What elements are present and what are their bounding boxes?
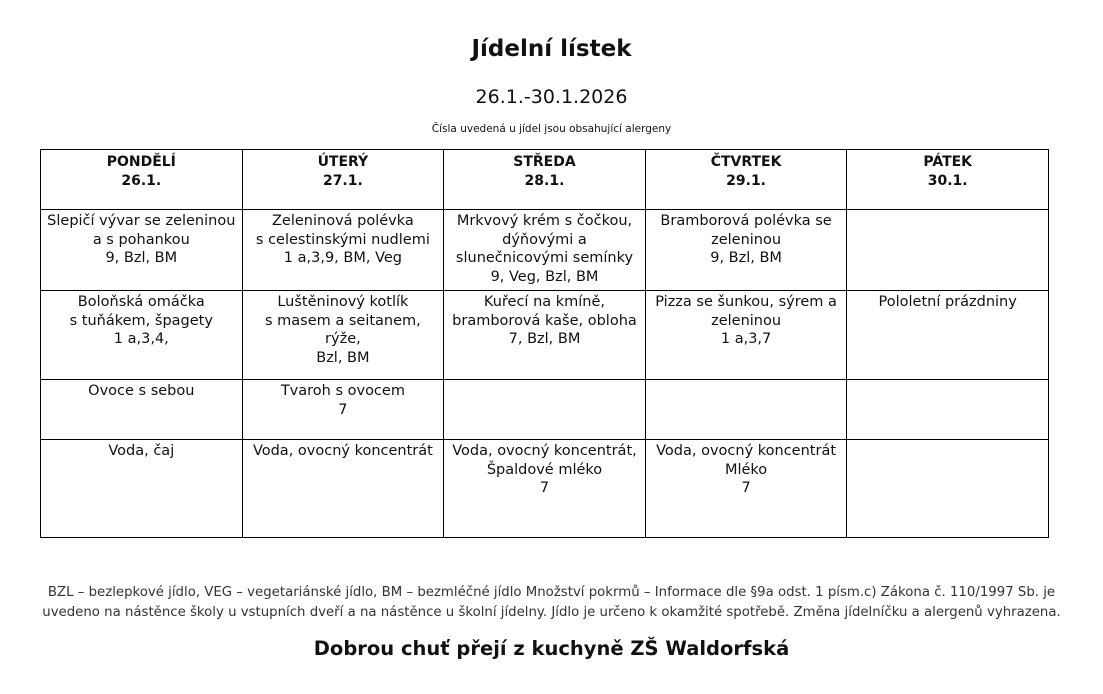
dish-line: Bramborová polévka se <box>660 213 832 229</box>
dish-line: Tvaroh s ovocem <box>280 383 405 399</box>
menu-cell <box>645 291 847 380</box>
dish-line: 9, Bzl, BM <box>710 250 782 266</box>
dish-line: 7 <box>539 480 550 496</box>
dish-line: Luštěninový kotlík <box>277 294 409 310</box>
day-date: 28.1. <box>524 172 565 189</box>
dish-line: 7, Bzl, BM <box>508 331 581 347</box>
dish-line: Mléko <box>724 461 768 478</box>
dish-line: Ovoce s sebou <box>88 383 195 399</box>
day-name: ČTVRTEK <box>710 154 782 170</box>
menu-cell <box>847 380 1049 440</box>
dish-line: Zeleninová polévka <box>271 213 414 229</box>
menu-cell <box>444 291 646 380</box>
day-header-monday <box>41 150 243 210</box>
menu-cell <box>645 210 847 291</box>
signoff: Dobrou chuť přejí z kuchyně ZŠ Waldorfská <box>313 637 790 660</box>
dish-line: s masem a seitanem, <box>264 312 421 329</box>
dish-line: Voda, ovocný koncentrát <box>252 443 433 459</box>
menu-table <box>40 149 1049 538</box>
dish-line: 1 a,3,4, <box>113 331 169 347</box>
dish-line: 1 a,3,7 <box>720 331 772 347</box>
dish-line: 9, Veg, Bzl, BM <box>490 268 599 285</box>
menu-cell <box>242 380 444 440</box>
menu-cell <box>645 440 847 538</box>
dish-line: a s pohankou <box>92 231 190 248</box>
dish-line: s celestinskými nudlemi <box>255 231 430 248</box>
menu-cell <box>242 291 444 380</box>
dish-line: bramborová kaše, obloha <box>452 312 637 329</box>
day-name: ÚTERÝ <box>317 154 369 170</box>
dish-line: Bzl, BM <box>316 349 370 366</box>
dish-line: slunečnicovými semínky <box>455 250 634 266</box>
day-date: 30.1. <box>927 172 968 189</box>
footer-line: BZL – bezlepkové jídlo, VEG – vegetariánské jídlo, BM – bezmléčné jídlo Množství pokrmů – Informace dle §9a odst. 1 písm.c) Zákona č. 110/1997 Sb. je <box>47 585 1056 600</box>
dish-line: 7 <box>741 480 751 496</box>
menu-cell <box>847 291 1049 380</box>
menu-cell <box>444 380 646 440</box>
dish-line: 7 <box>338 401 348 418</box>
dish-line: Voda, ovocný koncentrát <box>656 443 837 459</box>
day-date: 27.1. <box>322 172 363 189</box>
menu-cell <box>41 210 243 291</box>
dish-line: rýže, <box>325 331 361 347</box>
dish-line: zeleninou <box>711 231 782 248</box>
menu-cell <box>645 380 847 440</box>
dish-line: zeleninou <box>711 312 782 329</box>
menu-cell <box>444 440 646 538</box>
main-course-row <box>41 291 1049 380</box>
menu-cell <box>847 440 1049 538</box>
dish-line: Boloňská omáčka <box>77 294 205 310</box>
dish-line: Mrkvový krém s čočkou, <box>456 213 633 229</box>
dish-line: s tuňákem, špagety <box>69 312 213 329</box>
day-date: 29.1. <box>726 172 767 189</box>
footer-line: uvedeno na nástěnce školy u vstupních dveří a na nástěnce u školní jídelny. Jídlo je určeno k okamžité spotřebě. Změna jídelníčku a alergenů vyhrazena. <box>42 605 1061 620</box>
day-name: PÁTEK <box>923 154 973 170</box>
dish-line: Pizza se šunkou, sýrem a <box>655 294 837 310</box>
menu-cell <box>847 210 1049 291</box>
menu-cell <box>41 380 243 440</box>
dish-line: 1 a,3,9, BM, Veg <box>283 250 402 266</box>
dish-line: Slepičí vývar se zeleninou <box>47 213 236 229</box>
dish-line: Špaldové mléko <box>486 461 603 478</box>
dish-line: Kuřecí na kmíně, <box>483 294 606 310</box>
day-name: STŘEDA <box>513 154 576 170</box>
menu-title: Jídelní lístek <box>471 36 632 62</box>
allergen-note: Čísla uvedená u jídel jsou obsahující alergeny <box>431 123 672 135</box>
menu-cell <box>41 440 243 538</box>
footer-info <box>40 583 1063 623</box>
menu-cell <box>242 210 444 291</box>
day-date: 26.1. <box>121 172 162 189</box>
day-header-friday <box>847 150 1049 210</box>
dish-line: 9, Bzl, BM <box>105 250 178 266</box>
soup-row <box>41 210 1049 291</box>
menu-cell <box>41 291 243 380</box>
dish-line: dýňovými a <box>502 231 587 248</box>
dish-line: Voda, čaj <box>108 443 175 459</box>
drinks-row <box>41 440 1049 538</box>
dish-line: Pololetní prázdniny <box>878 294 1017 310</box>
day-header-row <box>41 150 1049 210</box>
day-header-thursday <box>645 150 847 210</box>
menu-cell <box>444 210 646 291</box>
dish-line: Voda, ovocný koncentrát, <box>452 443 637 459</box>
date-range: 26.1.-30.1.2026 <box>475 86 628 108</box>
day-header-tuesday <box>242 150 444 210</box>
day-header-wednesday <box>444 150 646 210</box>
snack-row <box>41 380 1049 440</box>
menu-cell <box>242 440 444 538</box>
day-name: PONDĚLÍ <box>106 154 176 170</box>
